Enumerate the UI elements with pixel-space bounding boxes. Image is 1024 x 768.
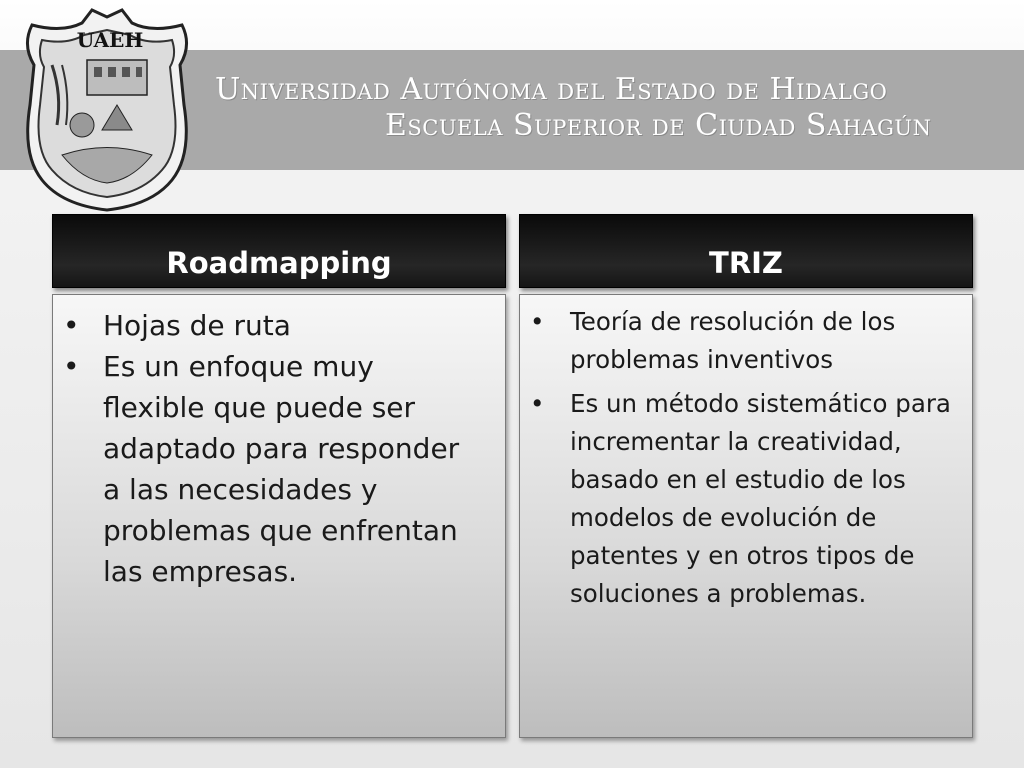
- column-header-roadmapping: [52, 214, 506, 288]
- bullet-text: Es un enfoque muy flexible que puede ser adaptado para responder a las necesidades y problemas que enfrentan las empresas.: [103, 350, 460, 588]
- school-name: Escuela Superior de Ciudad Sahagún: [385, 108, 932, 143]
- svg-text:UAEH: UAEH: [76, 28, 144, 52]
- list-item: [530, 303, 960, 379]
- bullet-text: Teoría de resolución de los problemas inventivos: [570, 307, 896, 374]
- bullet-list: [63, 305, 473, 592]
- university-seal-logo: [22, 5, 192, 215]
- column-header-triz: [519, 214, 973, 288]
- university-name: Universidad Autónoma del Estado de Hidalgo: [215, 72, 888, 107]
- bullet-text: Es un método sistemático para incrementar la creatividad, basado en el estudio de los modelos de evolución de patentes y en otros tipos de soluciones a problemas.: [570, 389, 951, 608]
- bullet-dot-icon: •: [63, 350, 80, 383]
- column-body-triz: [519, 294, 973, 738]
- bullet-list: [530, 303, 960, 615]
- list-item: [63, 305, 473, 346]
- list-item: [63, 346, 473, 592]
- column-title: TRIZ: [709, 246, 783, 280]
- bullet-dot-icon: •: [63, 309, 80, 342]
- bullet-dot-icon: •: [530, 389, 545, 418]
- column-title: Roadmapping: [166, 246, 392, 280]
- bullet-dot-icon: •: [530, 307, 545, 336]
- column-body-roadmapping: [52, 294, 506, 738]
- bullet-text: Hojas de ruta: [103, 309, 291, 342]
- list-item: [530, 385, 960, 613]
